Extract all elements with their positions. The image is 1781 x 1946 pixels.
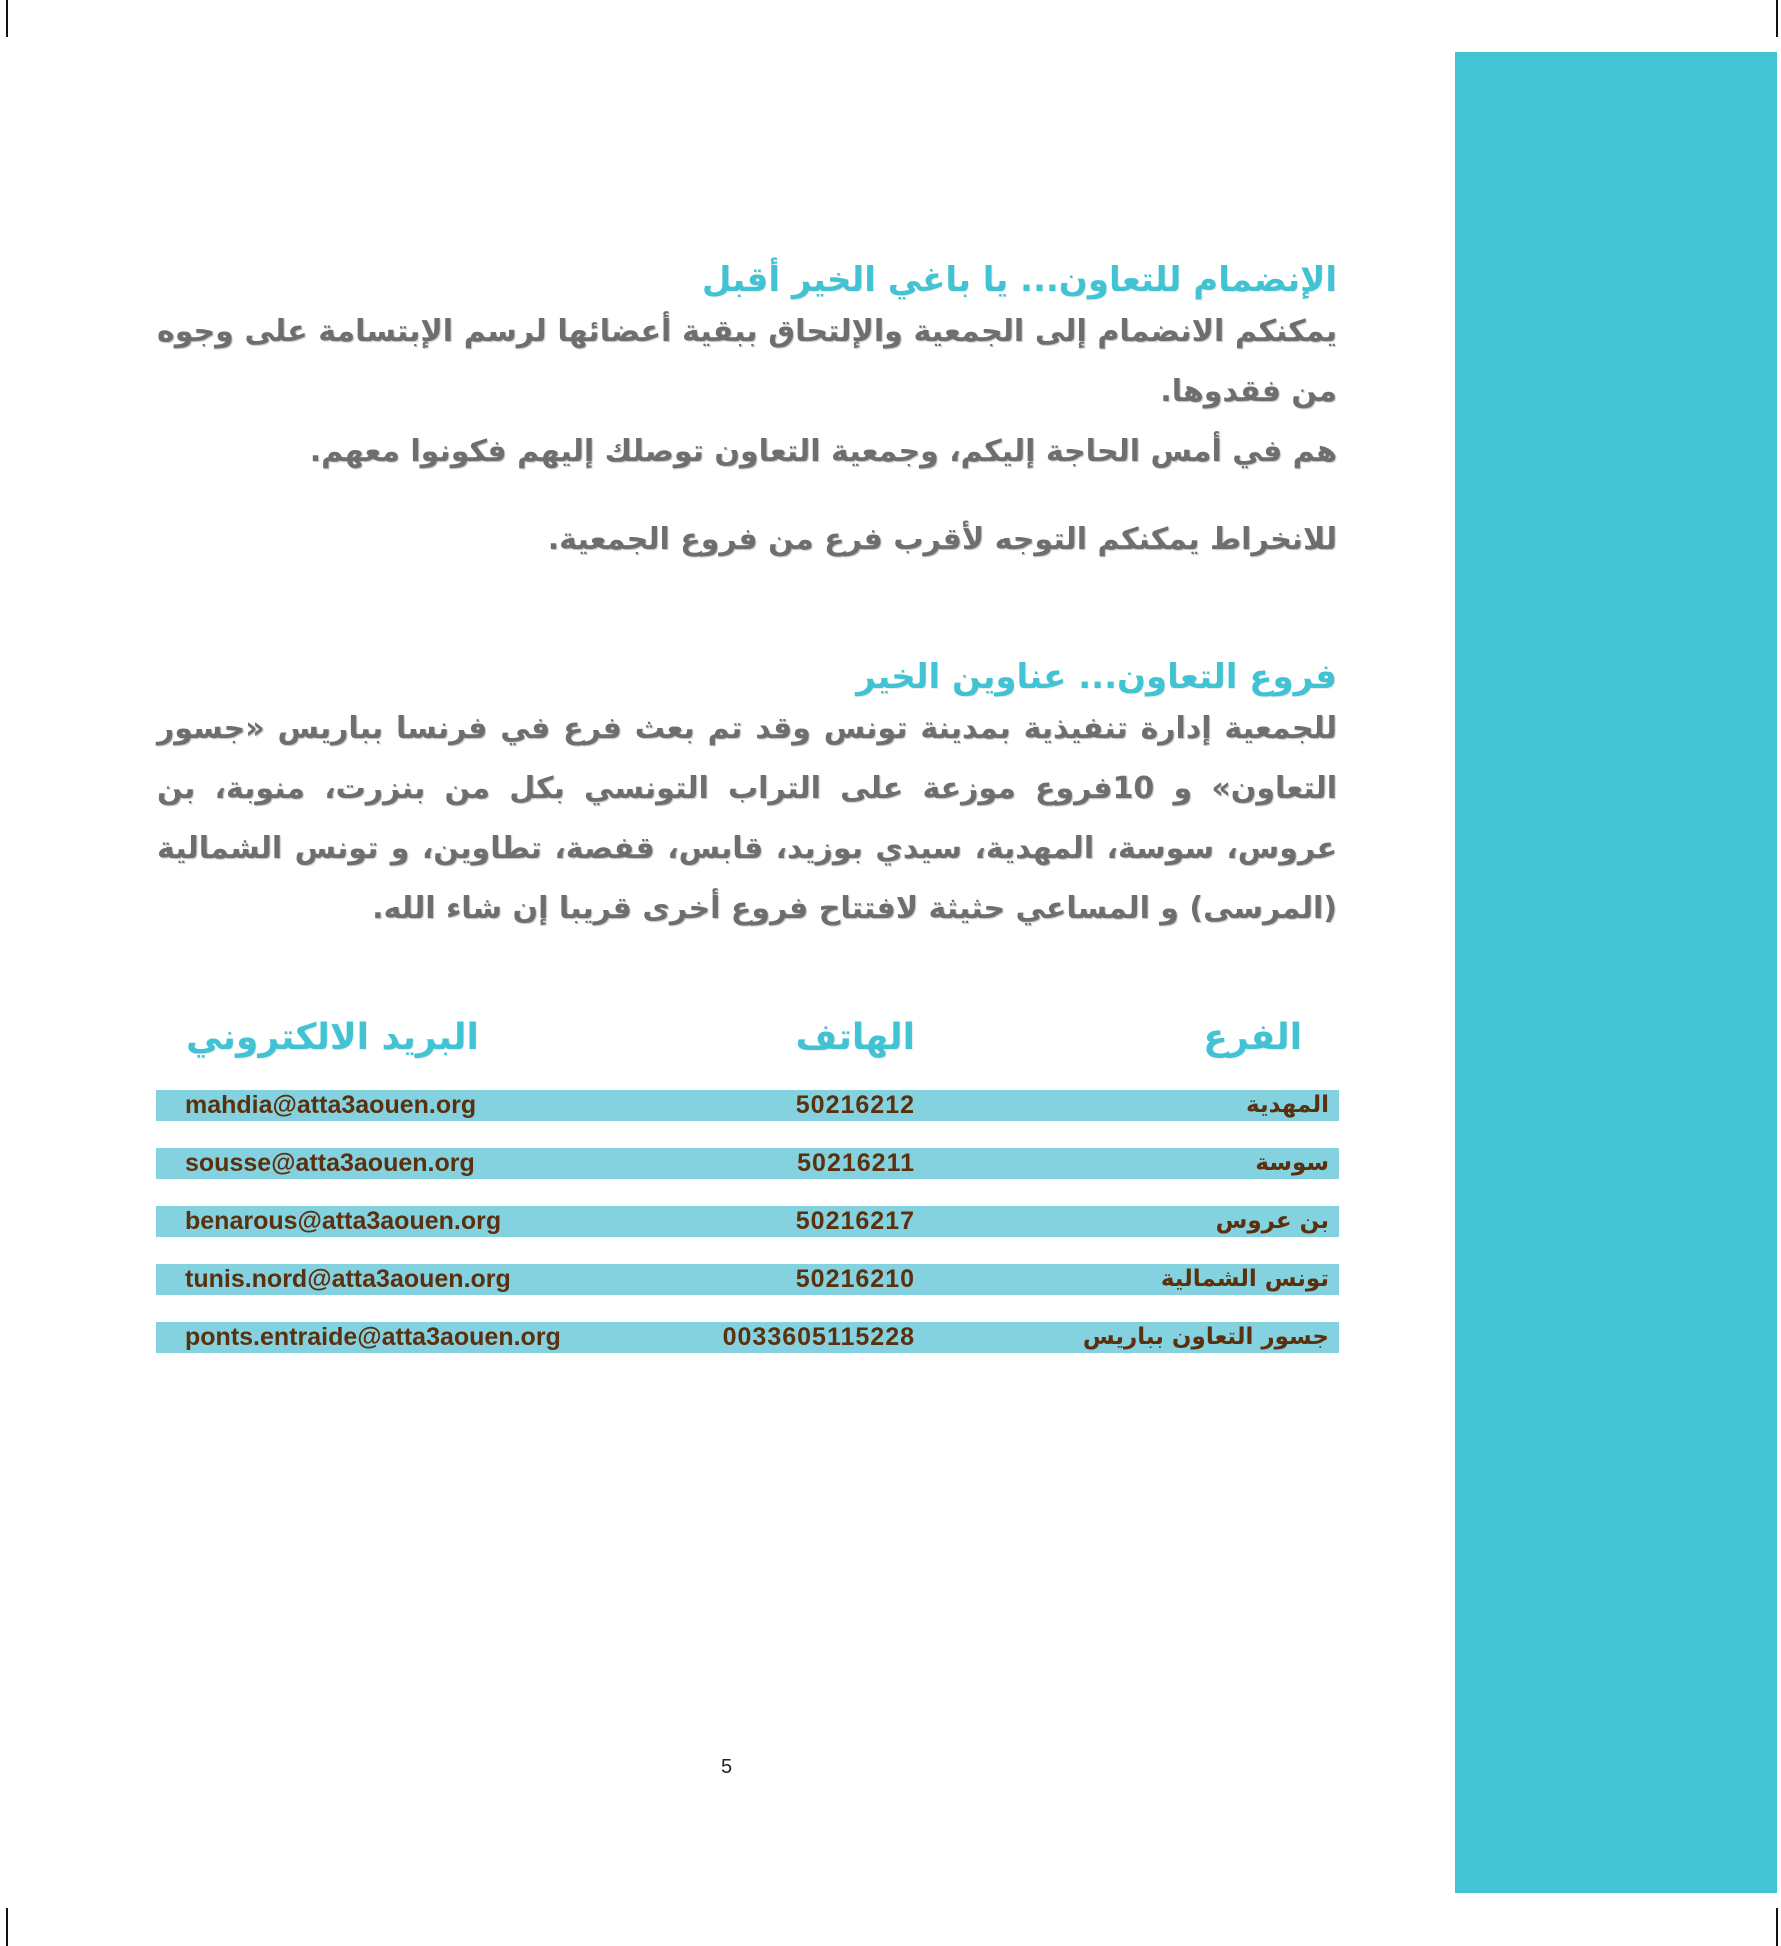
branch-phone: 50216217 xyxy=(795,1207,915,1235)
column-header-branch: الفرع xyxy=(1203,1017,1302,1058)
join-paragraph-2: هم في أمس الحاجة إليكم، وجمعية التعاون توصلك إليهم فكونوا معهم. xyxy=(309,434,1337,469)
branch-name: المهدية xyxy=(1246,1092,1329,1118)
table-row xyxy=(156,1206,1339,1237)
crop-mark-top-left xyxy=(6,0,8,37)
branch-email[interactable]: benarous@atta3aouen.org xyxy=(185,1207,502,1235)
crop-mark-top-right xyxy=(1776,0,1778,37)
join-section xyxy=(157,258,1337,570)
table-row xyxy=(156,1148,1339,1179)
join-heading: الإنضمام للتعاون... يا باغي الخير أقبل xyxy=(701,260,1337,300)
branch-phone: 0033605115228 xyxy=(722,1323,915,1351)
branch-email[interactable]: mahdia@atta3aouen.org xyxy=(185,1091,477,1119)
branch-name: جسور التعاون بباريس xyxy=(1082,1324,1329,1350)
branch-phone: 50216210 xyxy=(795,1265,915,1293)
spacer xyxy=(157,482,1337,510)
branches-heading: فروع التعاون... عناوين الخير xyxy=(856,657,1337,697)
branch-phone: 50216212 xyxy=(795,1091,915,1119)
branches-table-header xyxy=(156,1008,1339,1068)
branch-name: تونس الشمالية xyxy=(1160,1266,1329,1292)
table-row xyxy=(156,1090,1339,1121)
branch-name: سوسة xyxy=(1255,1150,1329,1176)
branches-table xyxy=(156,1090,1339,1380)
page-number: 5 xyxy=(721,1756,733,1778)
branch-name: بن عروس xyxy=(1215,1208,1329,1234)
branch-email[interactable]: ponts.entraide@atta3aouen.org xyxy=(185,1323,561,1351)
table-row xyxy=(156,1264,1339,1295)
crop-mark-bottom-left xyxy=(6,1908,8,1946)
branch-phone: 50216211 xyxy=(797,1149,915,1177)
table-row xyxy=(156,1322,1339,1353)
column-header-phone: الهاتف xyxy=(795,1017,915,1058)
branches-section xyxy=(157,655,1337,939)
column-header-email: البريد الالكتروني xyxy=(186,1017,479,1058)
crop-mark-bottom-right xyxy=(1776,1908,1778,1946)
branches-paragraph: للجمعية إدارة تنفيذية بمدينة تونس وقد تم بعث فرع في فرنسا بباريس «جسور التعاون» و 10فروع موزعة على التراب التونسي بكل من بنزرت، منوبة، بن عروس، سوسة، المهدية، سيدي بوزيد، قابس، قفصة، تطاوين، و تونس الشمالية (المرسى) و المساعي حثيثة لافتتاح فروع أخرى قريبا إن شاء الله. xyxy=(157,711,1337,926)
branch-email[interactable]: tunis.nord@atta3aouen.org xyxy=(185,1265,511,1293)
branch-email[interactable]: sousse@atta3aouen.org xyxy=(185,1149,475,1177)
decorative-side-panel xyxy=(1455,52,1777,1893)
join-paragraph-1: يمكنكم الانضمام إلى الجمعية والإلتحاق ببقية أعضائها لرسم الإبتسامة على وجوه من فقدوها. xyxy=(157,314,1337,409)
join-paragraph-3: للانخراط يمكنكم التوجه لأقرب فرع من فروع الجمعية. xyxy=(547,522,1337,557)
